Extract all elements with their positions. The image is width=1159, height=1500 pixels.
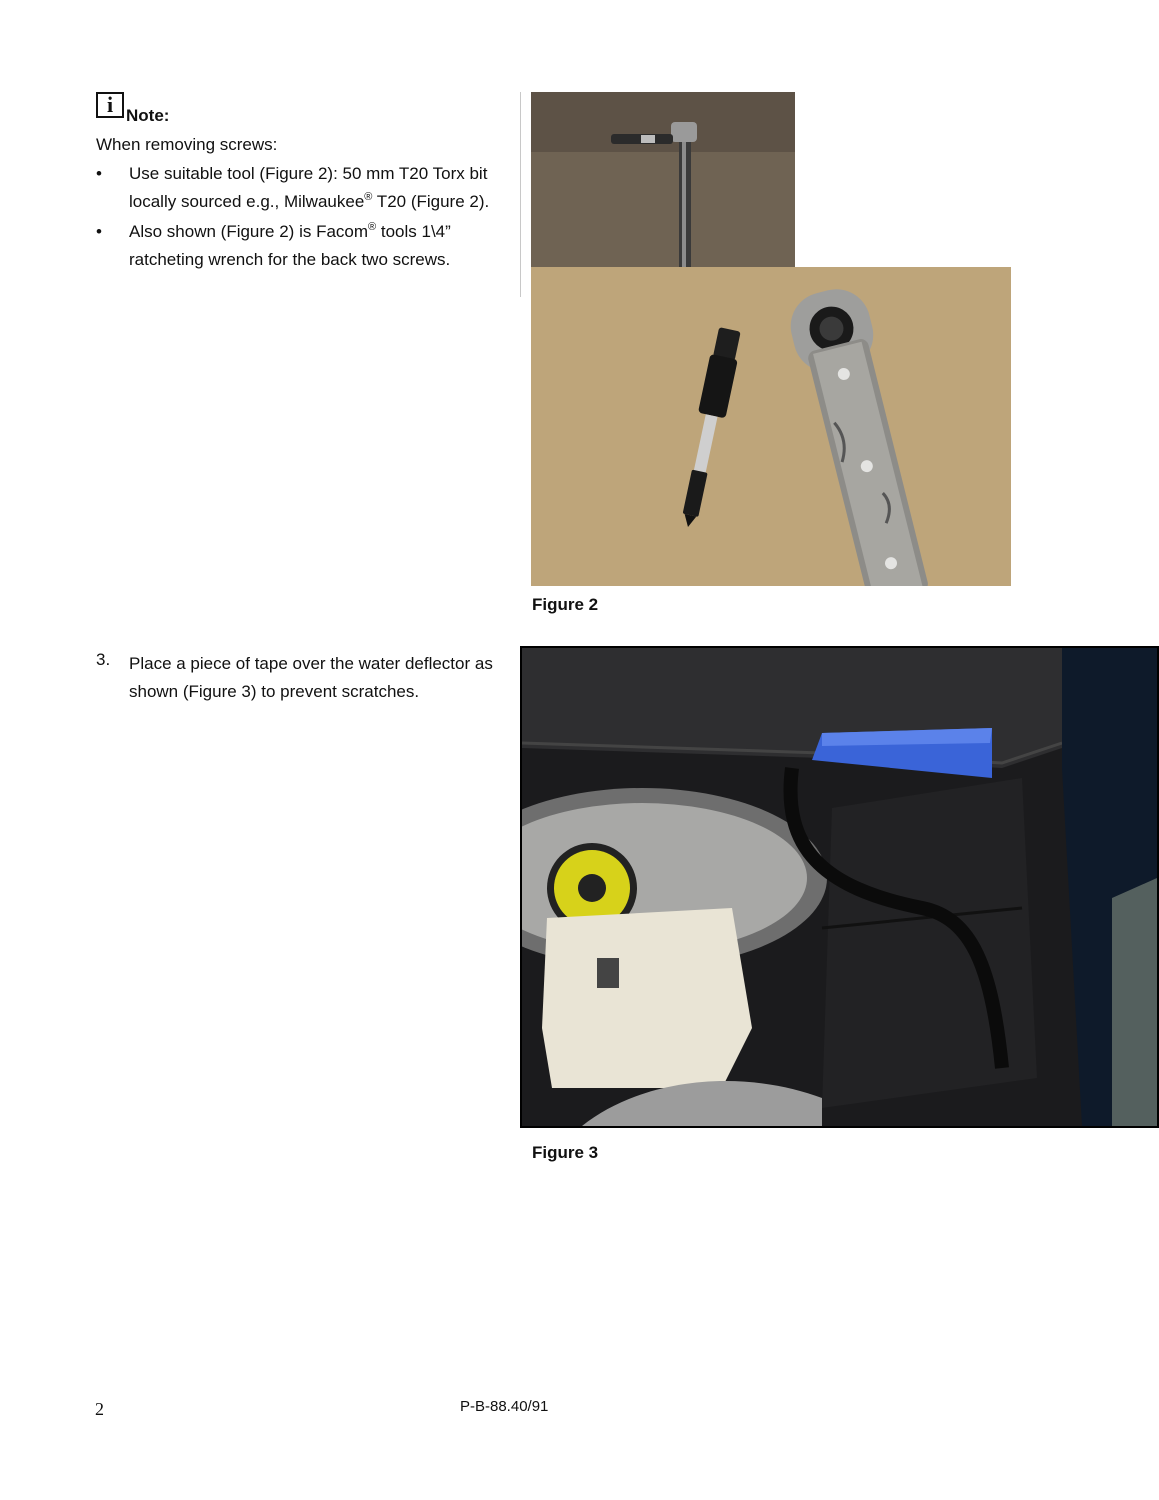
figure-2-photo-main — [531, 267, 1011, 586]
list-item: • Also shown (Figure 2) is Facom® tools 1\4” ratcheting wrench for the back two screws. — [96, 218, 516, 274]
page-number: 2 — [95, 1399, 104, 1419]
list-item: • Use suitable tool (Figure 2): 50 mm T20 Torx bit locally sourced e.g., Milwaukee® T20 (Figure 2). — [96, 160, 516, 216]
info-icon: i — [96, 92, 124, 118]
figure-2-caption: Figure 2 — [532, 595, 599, 614]
document-id: P-B-88.40/91 — [460, 1398, 549, 1415]
note-title: Note: — [126, 106, 170, 125]
note-bullet-list — [96, 160, 516, 276]
figure-3-photo — [520, 646, 1159, 1128]
figure-2-photo-top — [531, 92, 795, 268]
divider — [520, 92, 521, 297]
step-3-text: Place a piece of tape over the water deflector as shown (Figure 3) to prevent scratches. — [129, 654, 493, 701]
note-intro: When removing screws: — [96, 135, 278, 154]
figure-3-caption: Figure 3 — [532, 1143, 599, 1162]
step-number: 3. — [96, 650, 111, 669]
